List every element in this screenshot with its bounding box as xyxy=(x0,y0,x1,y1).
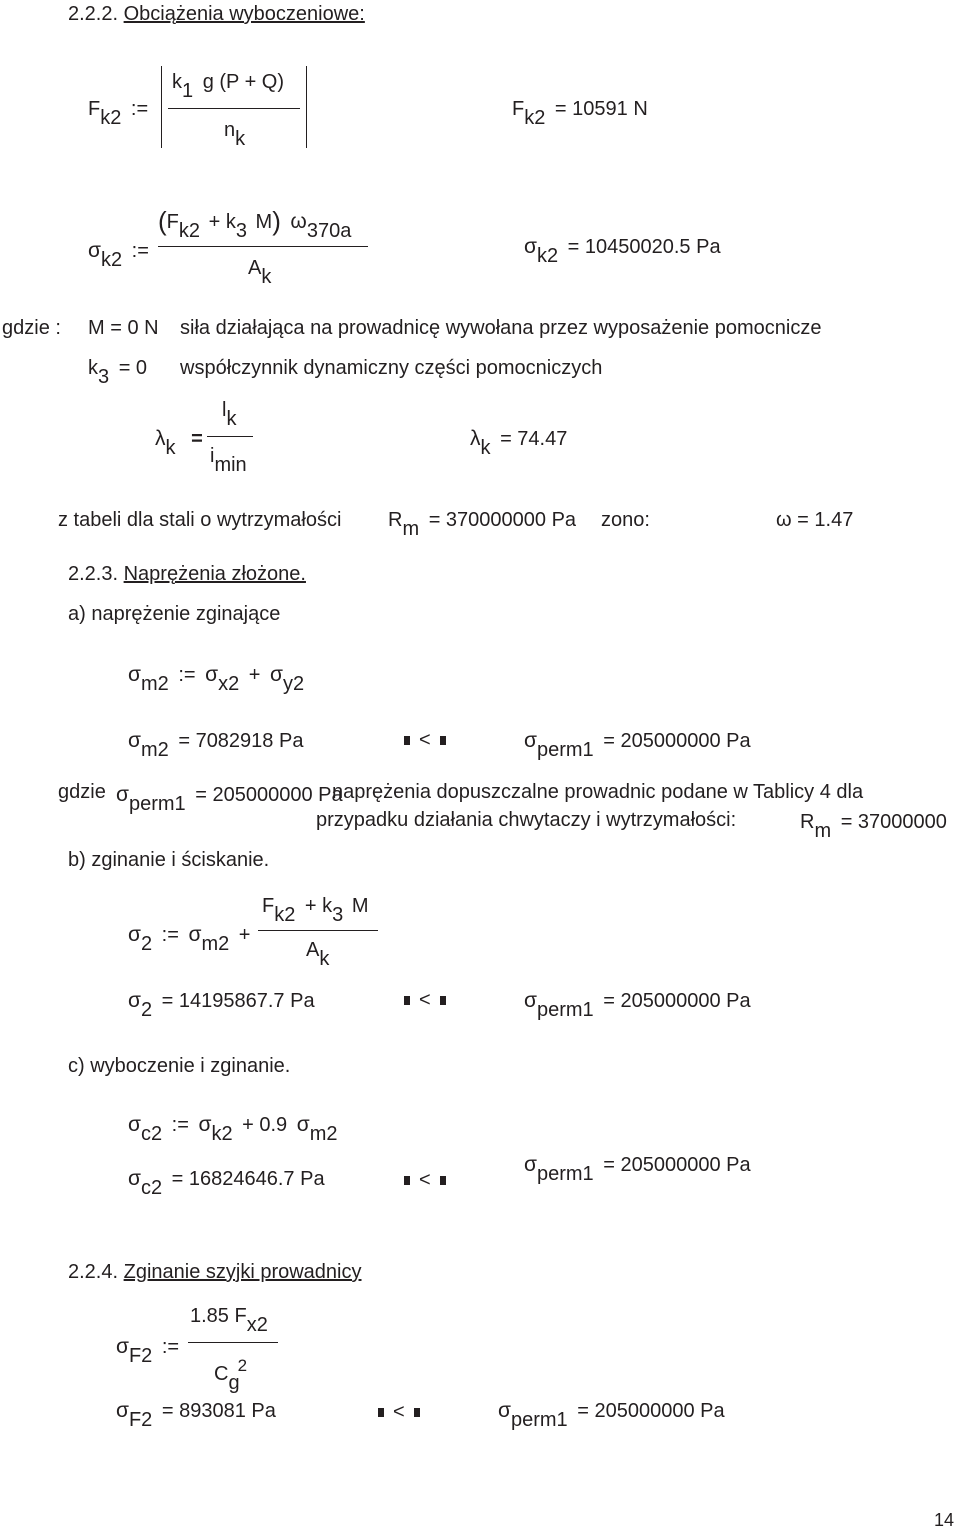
sf2-denominator: Cg$^2$ xyxy=(214,1356,248,1394)
sk2-result: σk2 = 10450020.5 Pa xyxy=(524,235,721,267)
section-2-2-4-heading xyxy=(68,1262,362,1282)
sk2-numerator: (Fk2 + k3 M) ω370a xyxy=(158,206,352,242)
k3-description: współczynnik dynamiczny części pomocniczych xyxy=(180,357,603,379)
lambda-numerator: lk xyxy=(222,399,237,430)
m-expression: M = 0 N xyxy=(88,317,159,339)
fk2-numerator: k1 g (P + Q) xyxy=(172,71,285,102)
part-a-permissible: σperm1 = 205000000 Pa xyxy=(524,729,751,761)
section-2-2-3-heading xyxy=(68,564,306,584)
part-c-permissible: σperm1 = 205000000 Pa xyxy=(524,1153,751,1185)
section-number: 2.2.2. xyxy=(68,3,119,25)
section-number: 2.2.3. xyxy=(68,563,119,585)
lambda-def-lhs: λk = xyxy=(155,427,203,459)
part-b-permissible: σperm1 = 205000000 Pa xyxy=(524,989,751,1021)
where2-label: gdzie xyxy=(58,781,106,803)
section-title: Zginanie szyjki prowadnicy xyxy=(123,1261,362,1283)
page-number: 14 xyxy=(934,1510,955,1530)
fraction-bar xyxy=(158,246,368,247)
sk2-def-lhs: σk2 := xyxy=(88,239,149,271)
omega-value: ω = 1.47 xyxy=(776,509,854,531)
fraction-bar xyxy=(188,1342,278,1343)
part-a-title: a) naprężenie zginające xyxy=(68,603,281,625)
part-c-title: c) wyboczenie i zginanie. xyxy=(68,1055,291,1077)
part-c-comparison: < xyxy=(404,1170,446,1190)
part-b-def-lhs: σ2 := σm2 + xyxy=(128,923,251,955)
sf2-permissible: σperm1 = 205000000 Pa xyxy=(498,1399,725,1431)
fraction-bar xyxy=(168,108,300,109)
where2-rm: Rm = 37000000 xyxy=(800,811,947,842)
fraction-bar xyxy=(258,930,378,931)
sf2-result: σF2 = 893081 Pa xyxy=(116,1399,276,1431)
lambda-result: λk = 74.47 xyxy=(470,427,568,459)
lambda-denominator: imin xyxy=(210,445,247,476)
where-label: gdzie : xyxy=(2,317,61,339)
abs-bar-right xyxy=(306,66,307,148)
table-tail: zono: xyxy=(601,509,650,531)
fk2-def-lhs: Fk2 := xyxy=(88,98,149,129)
where2-desc-line1: naprężenia dopuszczalne prowadnic podane w Tablicy 4 dla xyxy=(332,781,864,803)
part-b-result: σ2 = 14195867.7 Pa xyxy=(128,989,315,1021)
k3-expression: k3 = 0 xyxy=(88,357,148,388)
sk2-denominator: Ak xyxy=(248,257,272,288)
fk2-denominator: nk xyxy=(224,119,246,150)
where2-sigma: σperm1 = 205000000 Pa xyxy=(116,783,343,815)
where2-desc-line2: przypadku działania chwytaczy i wytrzymałości: xyxy=(316,809,737,831)
part-b-comparison: < xyxy=(404,990,446,1010)
sf2-numerator: 1.85 Fx2 xyxy=(190,1305,268,1336)
abs-bar-left xyxy=(161,66,162,148)
part-c-definition: σc2 := σk2 + 0.9 σm2 xyxy=(128,1113,338,1145)
sf2-def-lhs: σF2 := xyxy=(116,1335,180,1367)
part-b-title: b) zginanie i ściskanie. xyxy=(68,849,270,871)
part-c-result: σc2 = 16824646.7 Pa xyxy=(128,1167,325,1199)
section-2-2-2-heading xyxy=(68,4,365,24)
part-a-comparison: < xyxy=(404,730,446,750)
part-b-numerator: Fk2 + k3 M xyxy=(262,895,369,926)
table-text: z tabeli dla stali o wytrzymałości xyxy=(58,509,342,531)
rm-value: Rm = 370000000 Pa xyxy=(388,509,577,540)
section-title: Naprężenia złożone. xyxy=(123,563,306,585)
section-number: 2.2.4. xyxy=(68,1261,119,1283)
part-a-definition: σm2 := σx2 + σy2 xyxy=(128,663,305,695)
fraction-bar xyxy=(207,436,253,437)
section-title: Obciążenia wyboczeniowe: xyxy=(123,3,365,25)
sf2-comparison: < xyxy=(378,1402,420,1422)
fk2-result: Fk2 = 10591 N xyxy=(512,98,648,129)
m-description: siła działająca na prowadnicę wywołana przez wyposażenie pomocnicze xyxy=(180,317,822,339)
part-b-denominator: Ak xyxy=(306,939,330,970)
part-a-result: σm2 = 7082918 Pa xyxy=(128,729,304,761)
